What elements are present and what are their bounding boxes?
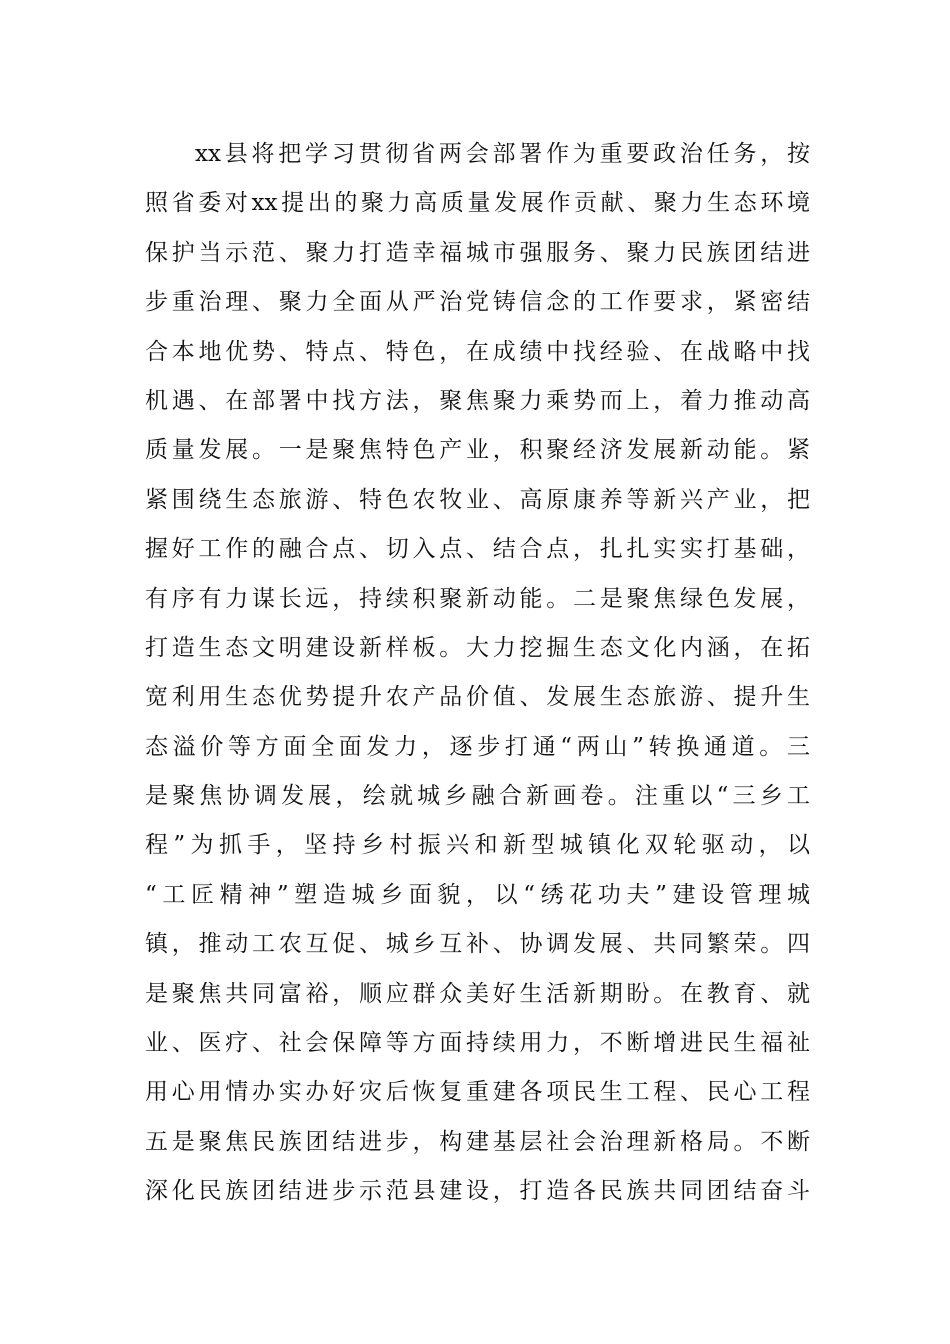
paragraph-line: 用心用情办实办好灾后恢复重建各项民生工程、民心工程	[145, 1079, 810, 1106]
paragraph-line: 有序有力谋长远，持续积聚新动能。二是聚焦绿色发展，	[145, 585, 810, 612]
paragraph-line: 合本地优势、特点、特色，在成绩中找经验、在战略中找	[145, 338, 810, 365]
paragraph-line: 态溢价等方面全面发力，逐步打通“两山”转换通道。三	[145, 733, 810, 760]
paragraph-line: 质量发展。一是聚焦特色产业，积聚经济发展新动能。紧	[145, 437, 810, 464]
paragraph-line: 是聚焦协调发展，绘就城乡融合新画卷。注重以“三乡工	[145, 783, 810, 810]
paragraph-line: 打造生态文明建设新样板。大力挖掘生态文化内涵，在拓	[145, 634, 810, 661]
paragraph-line: 步重治理、聚力全面从严治党铸信念的工作要求，紧密结	[145, 289, 810, 316]
paragraph-line: “工匠精神”塑造城乡面貌，以“绣花功夫”建设管理城	[145, 881, 810, 908]
paragraph-line: 照省委对xx提出的聚力高质量发展作贡献、聚力生态环境	[145, 190, 810, 217]
paragraph-line: 握好工作的融合点、切入点、结合点，扎扎实实打基础，	[145, 536, 810, 563]
paragraph-line: 五是聚焦民族团结进步，构建基层社会治理新格局。不断	[145, 1128, 810, 1155]
paragraph-line: 业、医疗、社会保障等方面持续用力，不断增进民生福祉	[145, 1030, 810, 1057]
paragraph-line: 镇，推动工农互促、城乡互补、协调发展、共同繁荣。四	[145, 931, 810, 958]
paragraph-line: 机遇、在部署中找方法，聚焦聚力乘势而上，着力推动高	[145, 387, 810, 414]
paragraph-line: 紧围绕生态旅游、特色农牧业、高原康养等新兴产业，把	[145, 486, 810, 513]
paragraph-line: xx县将把学习贯彻省两会部署作为重要政治任务，按	[195, 141, 810, 167]
body-paragraph	[145, 130, 810, 1217]
paragraph-line: 是聚焦共同富裕，顺应群众美好生活新期盼。在教育、就	[145, 980, 810, 1007]
paragraph-line: 宽利用生态优势提升农产品价值、发展生态旅游、提升生	[145, 684, 810, 711]
paragraph-line: 程”为抓手，坚持乡村振兴和新型城镇化双轮驱动，以	[145, 832, 810, 859]
paragraph-line: 深化民族团结进步示范县建设，打造各民族共同团结奋斗	[145, 1178, 810, 1205]
paragraph-line: 保护当示范、聚力打造幸福城市强服务、聚力民族团结进	[145, 239, 810, 266]
